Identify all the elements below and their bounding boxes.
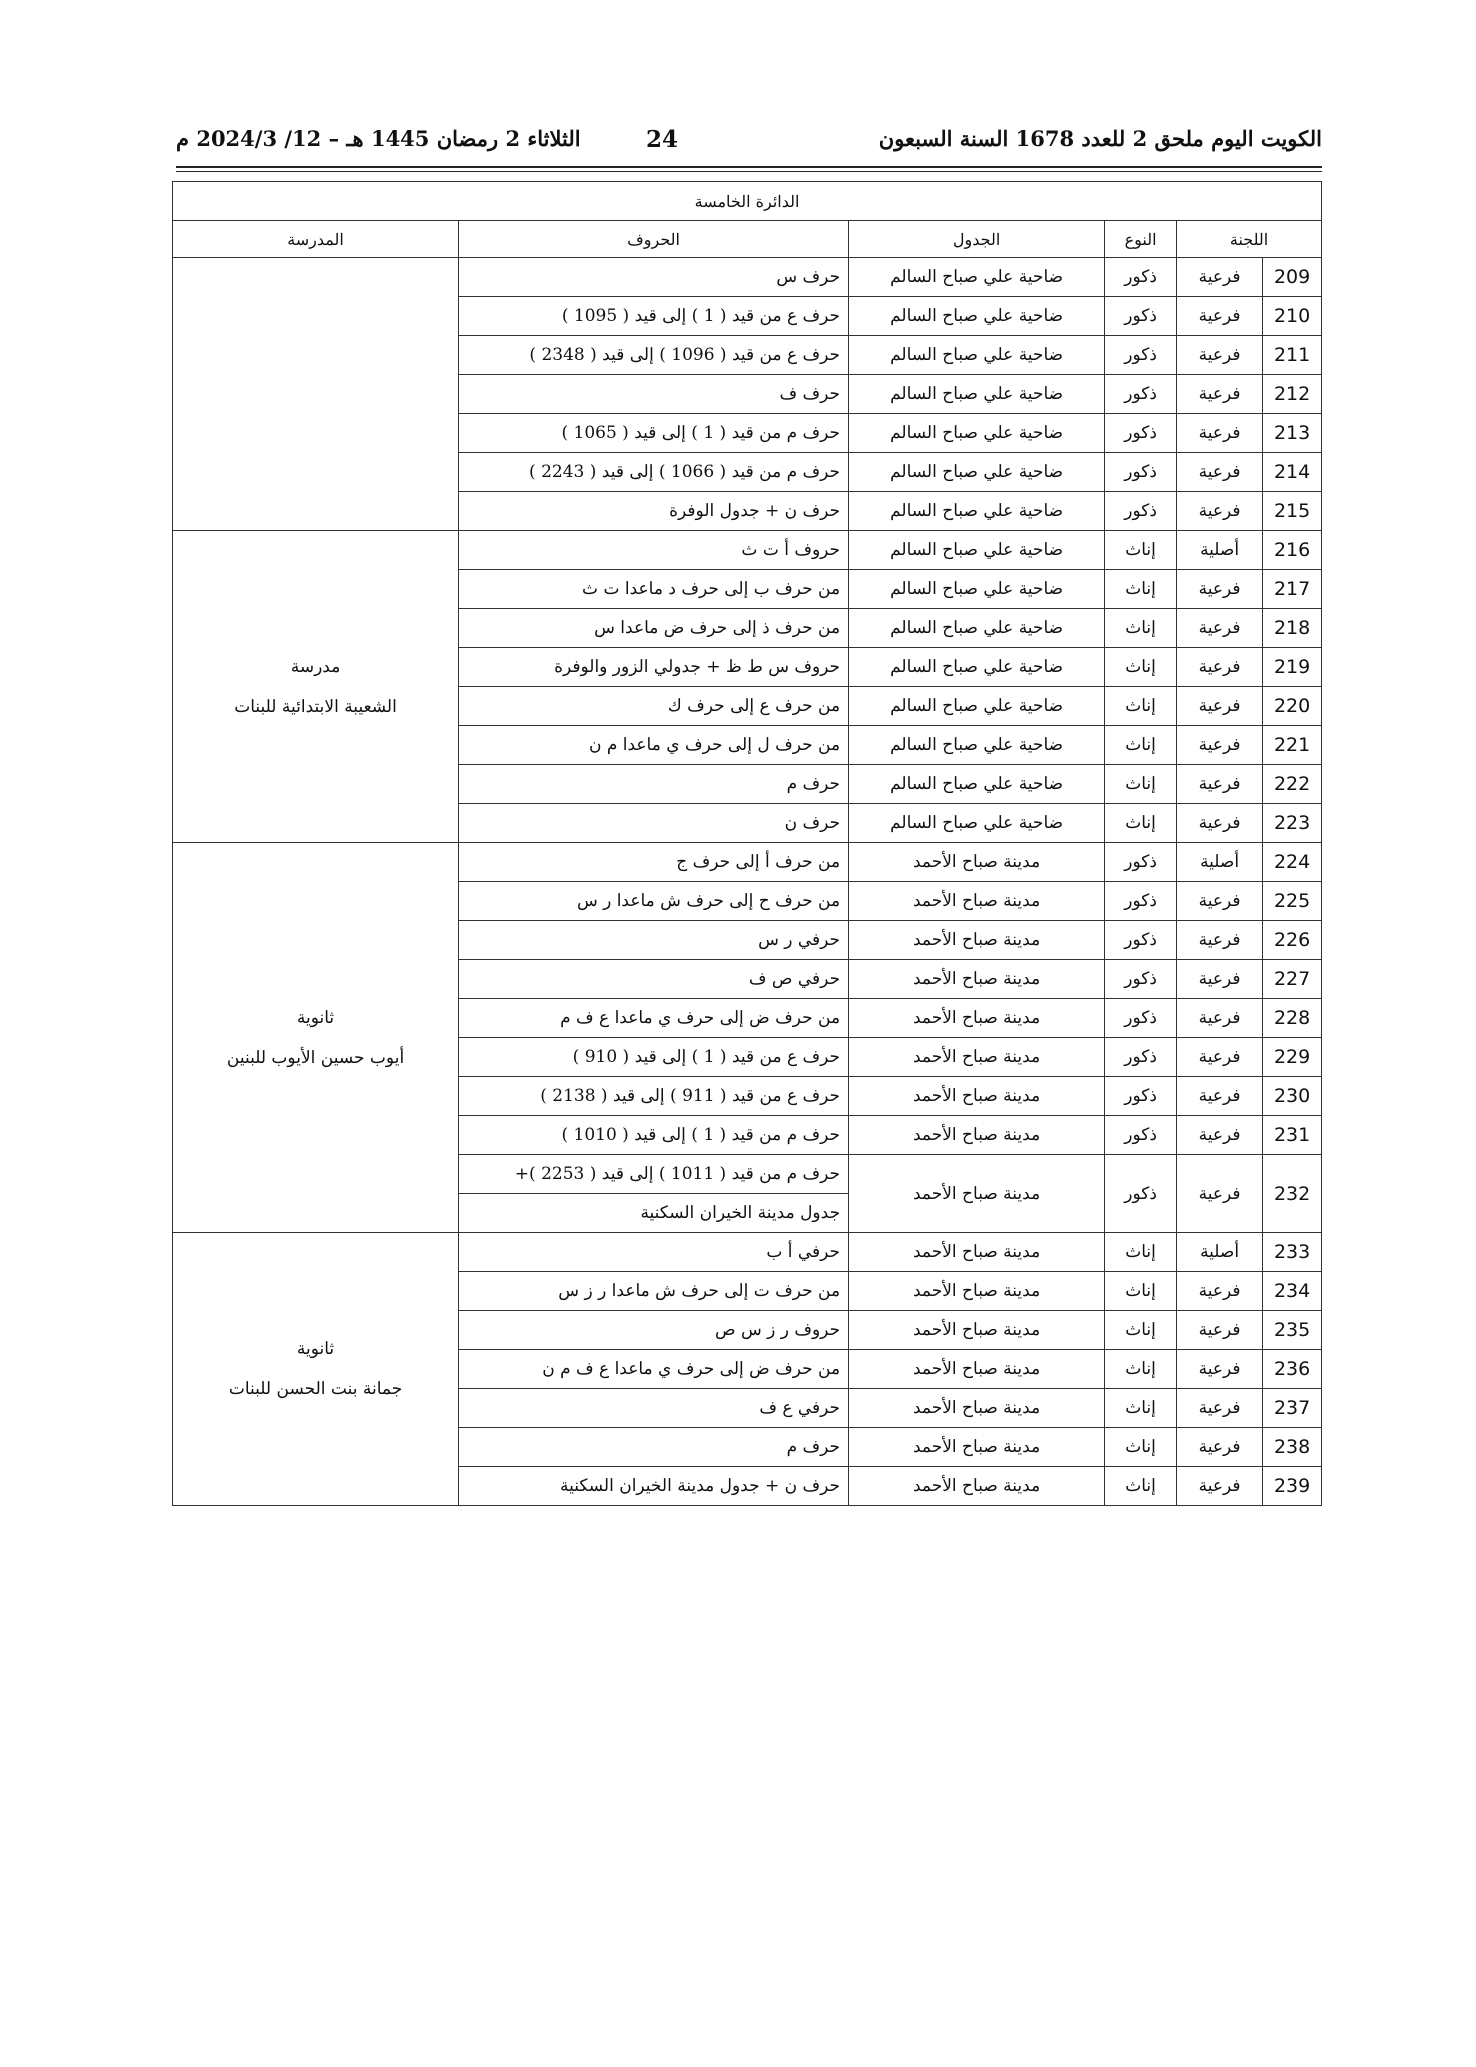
committee-kind: أصلية <box>1177 531 1263 570</box>
letters-range: حرف ع من قيد ( 911 ) إلى قيد ( 2138 ) <box>459 1077 849 1116</box>
gender-type: ذكور <box>1105 453 1177 492</box>
column-header-table: الجدول <box>849 221 1105 258</box>
electoral-table: ضاحية علي صباح السالم <box>849 336 1105 375</box>
letters-range: حرف ن + جدول الوفرة <box>459 492 849 531</box>
letters-range: حروف أ ت ث <box>459 531 849 570</box>
electoral-table: ضاحية علي صباح السالم <box>849 297 1105 336</box>
committees-table <box>172 181 1322 1506</box>
electoral-table: ضاحية علي صباح السالم <box>849 453 1105 492</box>
committee-kind: فرعية <box>1177 1155 1263 1233</box>
committee-kind: فرعية <box>1177 609 1263 648</box>
committee-kind: فرعية <box>1177 1038 1263 1077</box>
committee-number: 226 <box>1263 921 1322 960</box>
committee-kind: أصلية <box>1177 843 1263 882</box>
committee-kind: فرعية <box>1177 414 1263 453</box>
table-row <box>173 843 1322 882</box>
letters-range: حرف ع من قيد ( 1 ) إلى قيد ( 910 ) <box>459 1038 849 1077</box>
letters-range: من حرف ع إلى حرف ك <box>459 687 849 726</box>
electoral-table: مدينة صباح الأحمد <box>849 1272 1105 1311</box>
school-name-line: ثانوية <box>296 1339 335 1359</box>
committee-kind: فرعية <box>1177 1077 1263 1116</box>
committee-number: 229 <box>1263 1038 1322 1077</box>
letters-range: حرف م <box>459 765 849 804</box>
gender-type: إناث <box>1105 1272 1177 1311</box>
committee-number: 209 <box>1263 258 1322 297</box>
gender-type: ذكور <box>1105 375 1177 414</box>
committee-number: 225 <box>1263 882 1322 921</box>
electoral-table: ضاحية علي صباح السالم <box>849 609 1105 648</box>
committee-kind: فرعية <box>1177 960 1263 999</box>
header-rule-thick <box>176 166 1322 168</box>
electoral-table: مدينة صباح الأحمد <box>849 1350 1105 1389</box>
gender-type: إناث <box>1105 1467 1177 1506</box>
electoral-table: ضاحية علي صباح السالم <box>849 375 1105 414</box>
school-name-line: مدرسة <box>290 656 341 677</box>
gender-type: إناث <box>1105 1350 1177 1389</box>
committee-number: 224 <box>1263 843 1322 882</box>
letters-range: من حرف ت إلى حرف ش ماعدا ر ز س <box>459 1272 849 1311</box>
gender-type: ذكور <box>1105 414 1177 453</box>
committee-kind: فرعية <box>1177 648 1263 687</box>
committee-kind: فرعية <box>1177 1272 1263 1311</box>
gender-type: ذكور <box>1105 492 1177 531</box>
gender-type: ذكور <box>1105 297 1177 336</box>
gender-type: ذكور <box>1105 843 1177 882</box>
school-name-line: الشعيبة الابتدائية للبنات <box>234 696 397 717</box>
gender-type: ذكور <box>1105 336 1177 375</box>
school-name-line: أيوب حسين الأيوب للبنين <box>226 1047 405 1068</box>
electoral-table: ضاحية علي صباح السالم <box>849 648 1105 687</box>
table-row <box>173 258 1322 297</box>
gender-type: إناث <box>1105 609 1177 648</box>
electoral-table: مدينة صباح الأحمد <box>849 1389 1105 1428</box>
electoral-table: مدينة صباح الأحمد <box>849 882 1105 921</box>
letters-range: حرفي أ ب <box>459 1233 849 1272</box>
school-name <box>173 258 459 531</box>
letters-range-continued: جدول مدينة الخيران السكنية <box>459 1194 849 1233</box>
gender-type: ذكور <box>1105 1116 1177 1155</box>
committee-kind: فرعية <box>1177 297 1263 336</box>
school-name <box>173 843 459 1233</box>
electoral-table: مدينة صباح الأحمد <box>849 1077 1105 1116</box>
committee-kind: فرعية <box>1177 804 1263 843</box>
letters-range: من حرف ذ إلى حرف ض ماعدا س <box>459 609 849 648</box>
header-publication: الكويت اليوم ملحق 2 للعدد 1678 السنة السبعون <box>878 126 1322 151</box>
committee-number: 234 <box>1263 1272 1322 1311</box>
committee-kind: فرعية <box>1177 336 1263 375</box>
electoral-table: مدينة صباح الأحمد <box>849 960 1105 999</box>
committee-kind: فرعية <box>1177 1311 1263 1350</box>
committee-number: 216 <box>1263 531 1322 570</box>
committee-kind: أصلية <box>1177 1233 1263 1272</box>
gender-type: إناث <box>1105 1389 1177 1428</box>
committee-kind: فرعية <box>1177 1467 1263 1506</box>
letters-range: من حرف ل إلى حرف ي ماعدا م ن <box>459 726 849 765</box>
header-page-number: 24 <box>646 126 679 153</box>
letters-range: حرف ع من قيد ( 1 ) إلى قيد ( 1095 ) <box>459 297 849 336</box>
gender-type: إناث <box>1105 765 1177 804</box>
electoral-table: مدينة صباح الأحمد <box>849 1038 1105 1077</box>
committee-number: 211 <box>1263 336 1322 375</box>
letters-range: من حرف أ إلى حرف ج <box>459 843 849 882</box>
committee-number: 231 <box>1263 1116 1322 1155</box>
electoral-table: مدينة صباح الأحمد <box>849 1428 1105 1467</box>
electoral-table: ضاحية علي صباح السالم <box>849 765 1105 804</box>
committee-number: 212 <box>1263 375 1322 414</box>
committee-number: 221 <box>1263 726 1322 765</box>
committee-number: 233 <box>1263 1233 1322 1272</box>
letters-range: حروف س ط ظ + جدولي الزور والوفرة <box>459 648 849 687</box>
committee-kind: فرعية <box>1177 453 1263 492</box>
gender-type: إناث <box>1105 1311 1177 1350</box>
letters-range: من حرف ح إلى حرف ش ماعدا ر س <box>459 882 849 921</box>
gender-type: ذكور <box>1105 921 1177 960</box>
electoral-table: مدينة صباح الأحمد <box>849 1233 1105 1272</box>
school-name-line: جمانة بنت الحسن للبنات <box>228 1379 403 1399</box>
committee-number: 236 <box>1263 1350 1322 1389</box>
committee-number: 228 <box>1263 999 1322 1038</box>
committee-number: 213 <box>1263 414 1322 453</box>
committee-kind: فرعية <box>1177 765 1263 804</box>
committee-number: 217 <box>1263 570 1322 609</box>
gender-type: ذكور <box>1105 1038 1177 1077</box>
committee-kind: فرعية <box>1177 882 1263 921</box>
committee-number: 223 <box>1263 804 1322 843</box>
committee-number: 220 <box>1263 687 1322 726</box>
committee-kind: فرعية <box>1177 375 1263 414</box>
district-title: الدائرة الخامسة <box>173 182 1322 221</box>
committee-kind: فرعية <box>1177 999 1263 1038</box>
electoral-table: ضاحية علي صباح السالم <box>849 570 1105 609</box>
gender-type: ذكور <box>1105 960 1177 999</box>
letters-range: حرف م من قيد ( 1011 ) إلى قيد ( 2253 )+ <box>459 1155 849 1194</box>
gender-type: ذكور <box>1105 882 1177 921</box>
committee-kind: فرعية <box>1177 1350 1263 1389</box>
committee-kind: فرعية <box>1177 921 1263 960</box>
electoral-table: مدينة صباح الأحمد <box>849 921 1105 960</box>
school-name-line: ثانوية <box>296 1007 335 1028</box>
school-name <box>173 1233 459 1506</box>
table-row <box>173 1233 1322 1272</box>
letters-range: حرفي ر س <box>459 921 849 960</box>
committee-kind: فرعية <box>1177 1389 1263 1428</box>
letters-range: من حرف ب إلى حرف د ماعدا ت ث <box>459 570 849 609</box>
table-row <box>173 531 1322 570</box>
electoral-table: مدينة صباح الأحمد <box>849 999 1105 1038</box>
committee-number: 238 <box>1263 1428 1322 1467</box>
electoral-table: مدينة صباح الأحمد <box>849 1311 1105 1350</box>
electoral-table: ضاحية علي صباح السالم <box>849 804 1105 843</box>
gender-type: إناث <box>1105 804 1177 843</box>
committee-number: 210 <box>1263 297 1322 336</box>
header-date: الثلاثاء 2 رمضان 1445 هـ – 12/ 2024/3 م <box>176 126 581 151</box>
committee-number: 227 <box>1263 960 1322 999</box>
column-header-committee: اللجنة <box>1177 221 1322 258</box>
gender-type: إناث <box>1105 648 1177 687</box>
committee-number: 222 <box>1263 765 1322 804</box>
gender-type: إناث <box>1105 687 1177 726</box>
gender-type: ذكور <box>1105 999 1177 1038</box>
letters-range: حرف م من قيد ( 1 ) إلى قيد ( 1010 ) <box>459 1116 849 1155</box>
letters-range: حروف ر ز س ص <box>459 1311 849 1350</box>
column-header-letters: الحروف <box>459 221 849 258</box>
electoral-table: ضاحية علي صباح السالم <box>849 531 1105 570</box>
gender-type: ذكور <box>1105 258 1177 297</box>
school-name <box>173 531 459 843</box>
committee-number: 239 <box>1263 1467 1322 1506</box>
committee-number: 215 <box>1263 492 1322 531</box>
electoral-table: ضاحية علي صباح السالم <box>849 687 1105 726</box>
committee-kind: فرعية <box>1177 1116 1263 1155</box>
column-header-type: النوع <box>1105 221 1177 258</box>
letters-range: حرف ع من قيد ( 1096 ) إلى قيد ( 2348 ) <box>459 336 849 375</box>
electoral-table: مدينة صباح الأحمد <box>849 1155 1105 1233</box>
committee-kind: فرعية <box>1177 258 1263 297</box>
gender-type: إناث <box>1105 1233 1177 1272</box>
committee-kind: فرعية <box>1177 492 1263 531</box>
letters-range: حرف م <box>459 1428 849 1467</box>
committee-kind: فرعية <box>1177 726 1263 765</box>
letters-range: حرف م من قيد ( 1066 ) إلى قيد ( 2243 ) <box>459 453 849 492</box>
letters-range: حرف ن <box>459 804 849 843</box>
letters-range: حرف س <box>459 258 849 297</box>
committee-kind: فرعية <box>1177 570 1263 609</box>
committee-kind: فرعية <box>1177 687 1263 726</box>
column-header-row <box>173 221 1322 258</box>
gender-type: ذكور <box>1105 1077 1177 1116</box>
letters-range: حرف م من قيد ( 1 ) إلى قيد ( 1065 ) <box>459 414 849 453</box>
letters-range: حرف ن + جدول مدينة الخيران السكنية <box>459 1467 849 1506</box>
electoral-table: مدينة صباح الأحمد <box>849 1467 1105 1506</box>
electoral-table: مدينة صباح الأحمد <box>849 1116 1105 1155</box>
gender-type: إناث <box>1105 726 1177 765</box>
committee-number: 219 <box>1263 648 1322 687</box>
committee-number: 237 <box>1263 1389 1322 1428</box>
column-header-school: المدرسة <box>173 221 459 258</box>
committee-number: 214 <box>1263 453 1322 492</box>
table-body <box>173 258 1322 1506</box>
header-rule-thin <box>176 171 1322 172</box>
electoral-table: ضاحية علي صباح السالم <box>849 492 1105 531</box>
electoral-table: ضاحية علي صباح السالم <box>849 258 1105 297</box>
letters-range: حرفي ص ف <box>459 960 849 999</box>
letters-range: من حرف ض إلى حرف ي ماعدا ع ف م ن <box>459 1350 849 1389</box>
gender-type: إناث <box>1105 531 1177 570</box>
gender-type: ذكور <box>1105 1155 1177 1233</box>
letters-range: من حرف ض إلى حرف ي ماعدا ع ف م <box>459 999 849 1038</box>
electoral-table: ضاحية علي صباح السالم <box>849 414 1105 453</box>
committee-number: 235 <box>1263 1311 1322 1350</box>
letters-range: حرفي ع ف <box>459 1389 849 1428</box>
committee-number: 230 <box>1263 1077 1322 1116</box>
letters-range: حرف ف <box>459 375 849 414</box>
committee-number: 218 <box>1263 609 1322 648</box>
committee-kind: فرعية <box>1177 1428 1263 1467</box>
committee-number: 232 <box>1263 1155 1322 1233</box>
gender-type: إناث <box>1105 570 1177 609</box>
electoral-table: مدينة صباح الأحمد <box>849 843 1105 882</box>
electoral-table: ضاحية علي صباح السالم <box>849 726 1105 765</box>
gender-type: إناث <box>1105 1428 1177 1467</box>
page-header <box>176 118 1322 164</box>
